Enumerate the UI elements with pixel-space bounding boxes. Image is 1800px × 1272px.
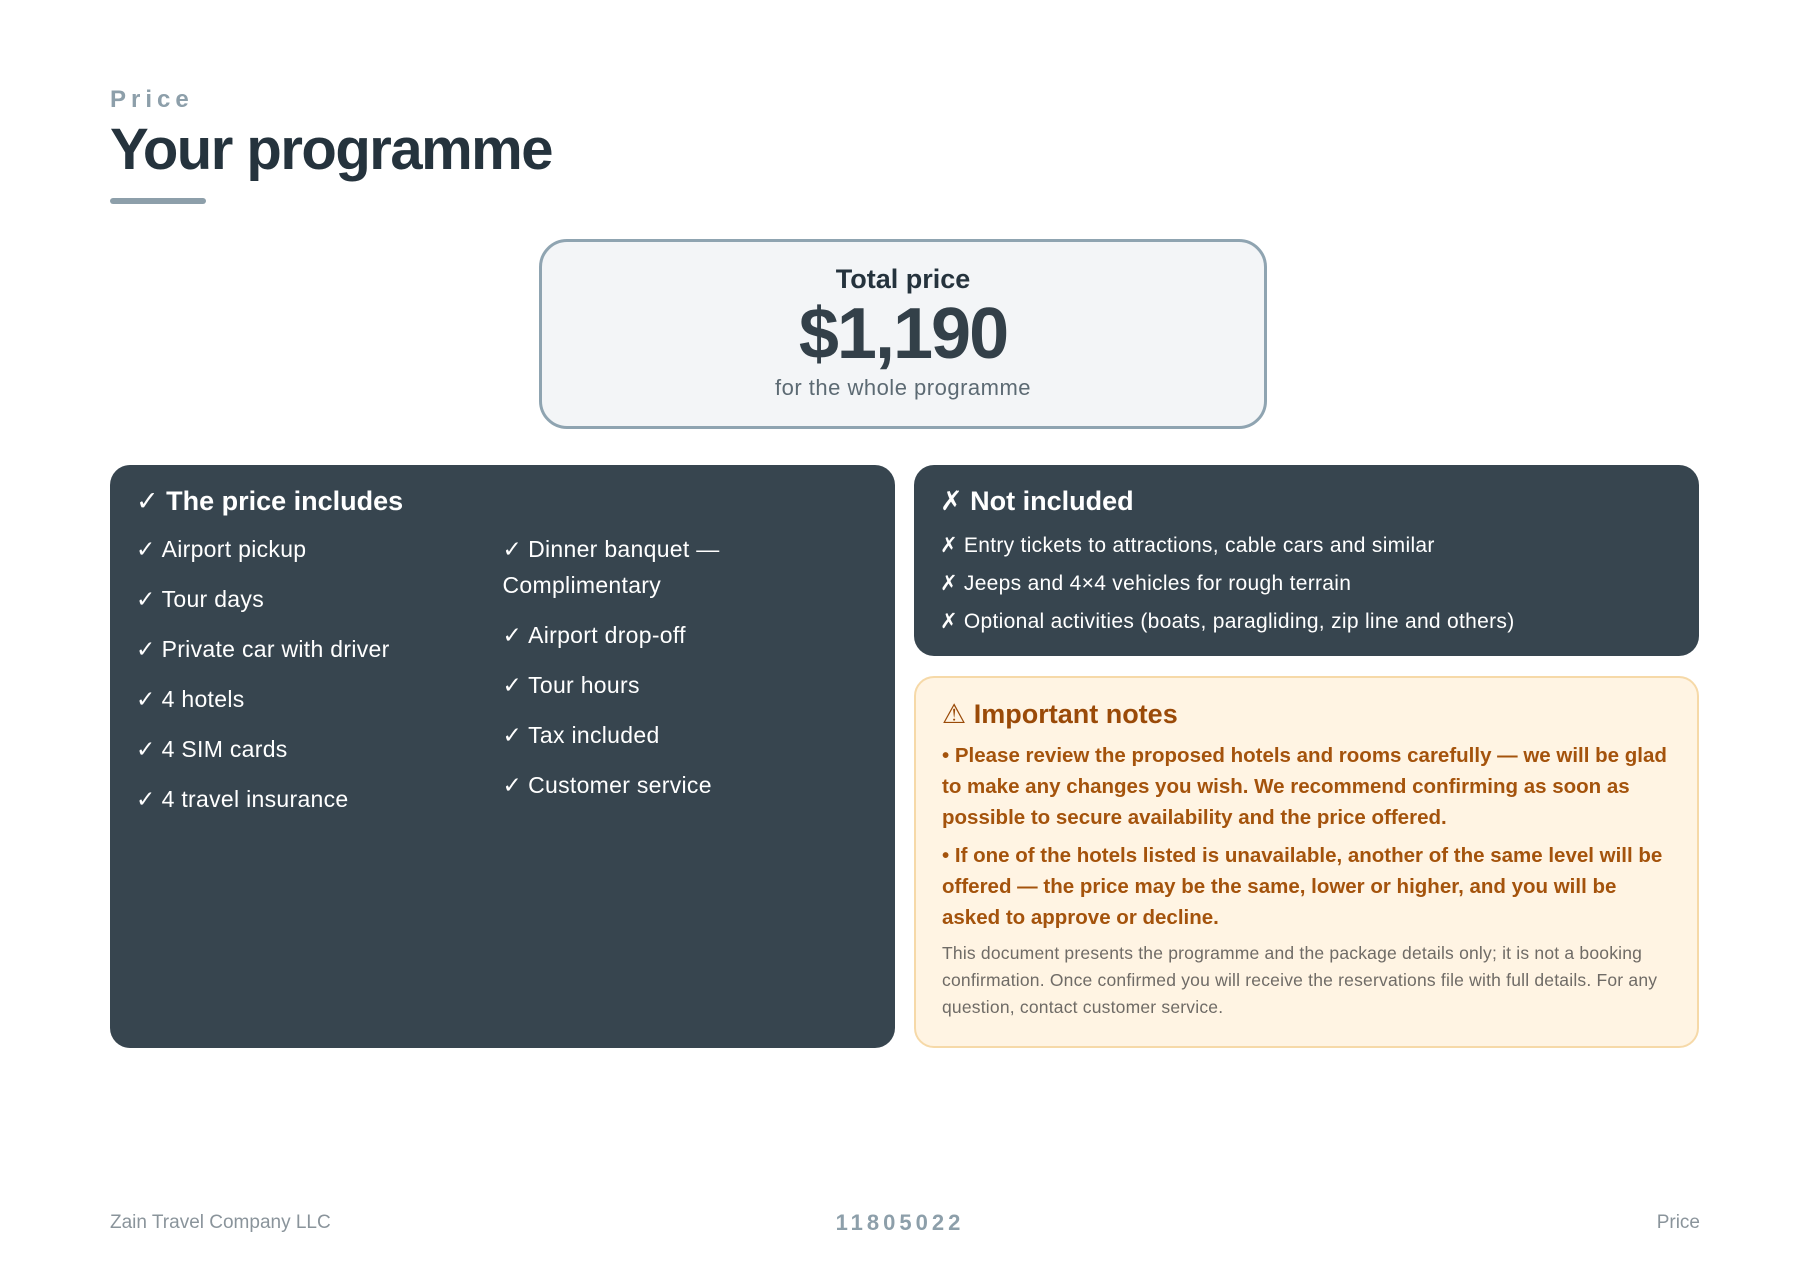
- check-icon: ✓: [136, 686, 156, 713]
- include-item-label: Customer service: [528, 772, 712, 799]
- total-price-subtitle: for the whole programme: [774, 374, 1032, 400]
- important-notes-heading: ⚠ Important notes: [942, 699, 1178, 729]
- include-item: [503, 767, 870, 803]
- price-includes-heading: ✓ The price includes: [136, 486, 404, 516]
- check-icon: ✓: [502, 722, 523, 749]
- check-icon: ✓: [502, 772, 523, 799]
- include-item: [136, 731, 503, 767]
- excluded-item-label: Jeeps and 4×4 vehicles for rough terrain: [963, 572, 1352, 596]
- check-icon: ✓: [136, 786, 156, 813]
- check-icon: ✓: [502, 536, 523, 563]
- include-item: [503, 531, 870, 603]
- disclaimer-text: This document presents the programme and the package details only; it is not a booking confirmation. Once confirmed you will receive the reservations file with full details. For any question, contact customer service.: [942, 943, 1658, 1018]
- footer-company-name: Zain Travel Company LLC: [110, 1212, 331, 1233]
- not-included-heading: ✗ Not included: [940, 486, 1134, 516]
- page-title: Your programme: [110, 117, 553, 182]
- note-item: • Please review the proposed hotels and rooms carefully — we will be glad to make any changes you wish. We recommend confirming as soon as possible to secure availability and the price offered.: [942, 744, 1667, 830]
- check-icon: ✓: [502, 622, 523, 649]
- include-item: [136, 581, 503, 617]
- check-icon: ✓: [502, 672, 523, 699]
- excluded-item: [940, 603, 1673, 641]
- include-item: [136, 781, 503, 817]
- title-underline: [110, 198, 206, 204]
- price-includes-columns: [136, 531, 869, 831]
- includes-right-column: [503, 531, 870, 831]
- check-icon: ✓: [136, 736, 156, 763]
- include-item-label: 4 SIM cards: [161, 736, 288, 763]
- include-item-label: Tour hours: [528, 672, 640, 699]
- check-icon: ✓: [136, 536, 156, 563]
- include-item-label: Tax included: [528, 722, 660, 749]
- price-includes-panel: [110, 465, 895, 1048]
- section-eyebrow: Price: [110, 86, 194, 113]
- include-item: [503, 667, 870, 703]
- include-item-label: Private car with driver: [161, 636, 390, 663]
- not-included-panel: [914, 465, 1699, 656]
- note-item: • If one of the hotels listed is unavailable, another of the same level will be offered — the price may be the same, lower or higher, and you will be asked to approve or decline.: [942, 844, 1663, 930]
- footer-reference-number: 11805022: [835, 1210, 965, 1235]
- total-price-label: Total price: [835, 264, 971, 294]
- total-price-value: $1,190: [798, 294, 1008, 374]
- excluded-item: [940, 527, 1673, 565]
- check-icon: ✓: [136, 586, 156, 613]
- cross-icon: ✗: [940, 572, 958, 596]
- include-item: [503, 617, 870, 653]
- include-item-label: 4 travel insurance: [161, 786, 349, 813]
- cross-icon: ✗: [940, 534, 958, 558]
- include-item-label: Airport drop-off: [528, 622, 686, 649]
- excluded-item: [940, 565, 1673, 603]
- excluded-item-label: Optional activities (boats, paragliding, zip line and others): [963, 610, 1515, 634]
- cross-icon: ✗: [940, 610, 958, 634]
- include-item-label: Airport pickup: [161, 536, 307, 563]
- include-item-label: 4 hotels: [161, 686, 245, 713]
- include-item: [503, 717, 870, 753]
- include-item: [136, 631, 503, 667]
- total-price-card: [539, 239, 1267, 429]
- include-item: [136, 681, 503, 717]
- excluded-item-label: Entry tickets to attractions, cable cars and similar: [963, 534, 1435, 558]
- include-item: [136, 531, 503, 567]
- includes-left-column: [136, 531, 503, 831]
- footer-section-name: Price: [1656, 1212, 1700, 1233]
- include-item-label: Dinner banquet — Complimentary: [502, 536, 720, 599]
- include-item-label: Tour days: [161, 586, 264, 613]
- important-notes-list: [942, 740, 1671, 933]
- important-notes-panel: [914, 676, 1699, 1048]
- not-included-list: [940, 527, 1673, 641]
- check-icon: ✓: [136, 636, 156, 663]
